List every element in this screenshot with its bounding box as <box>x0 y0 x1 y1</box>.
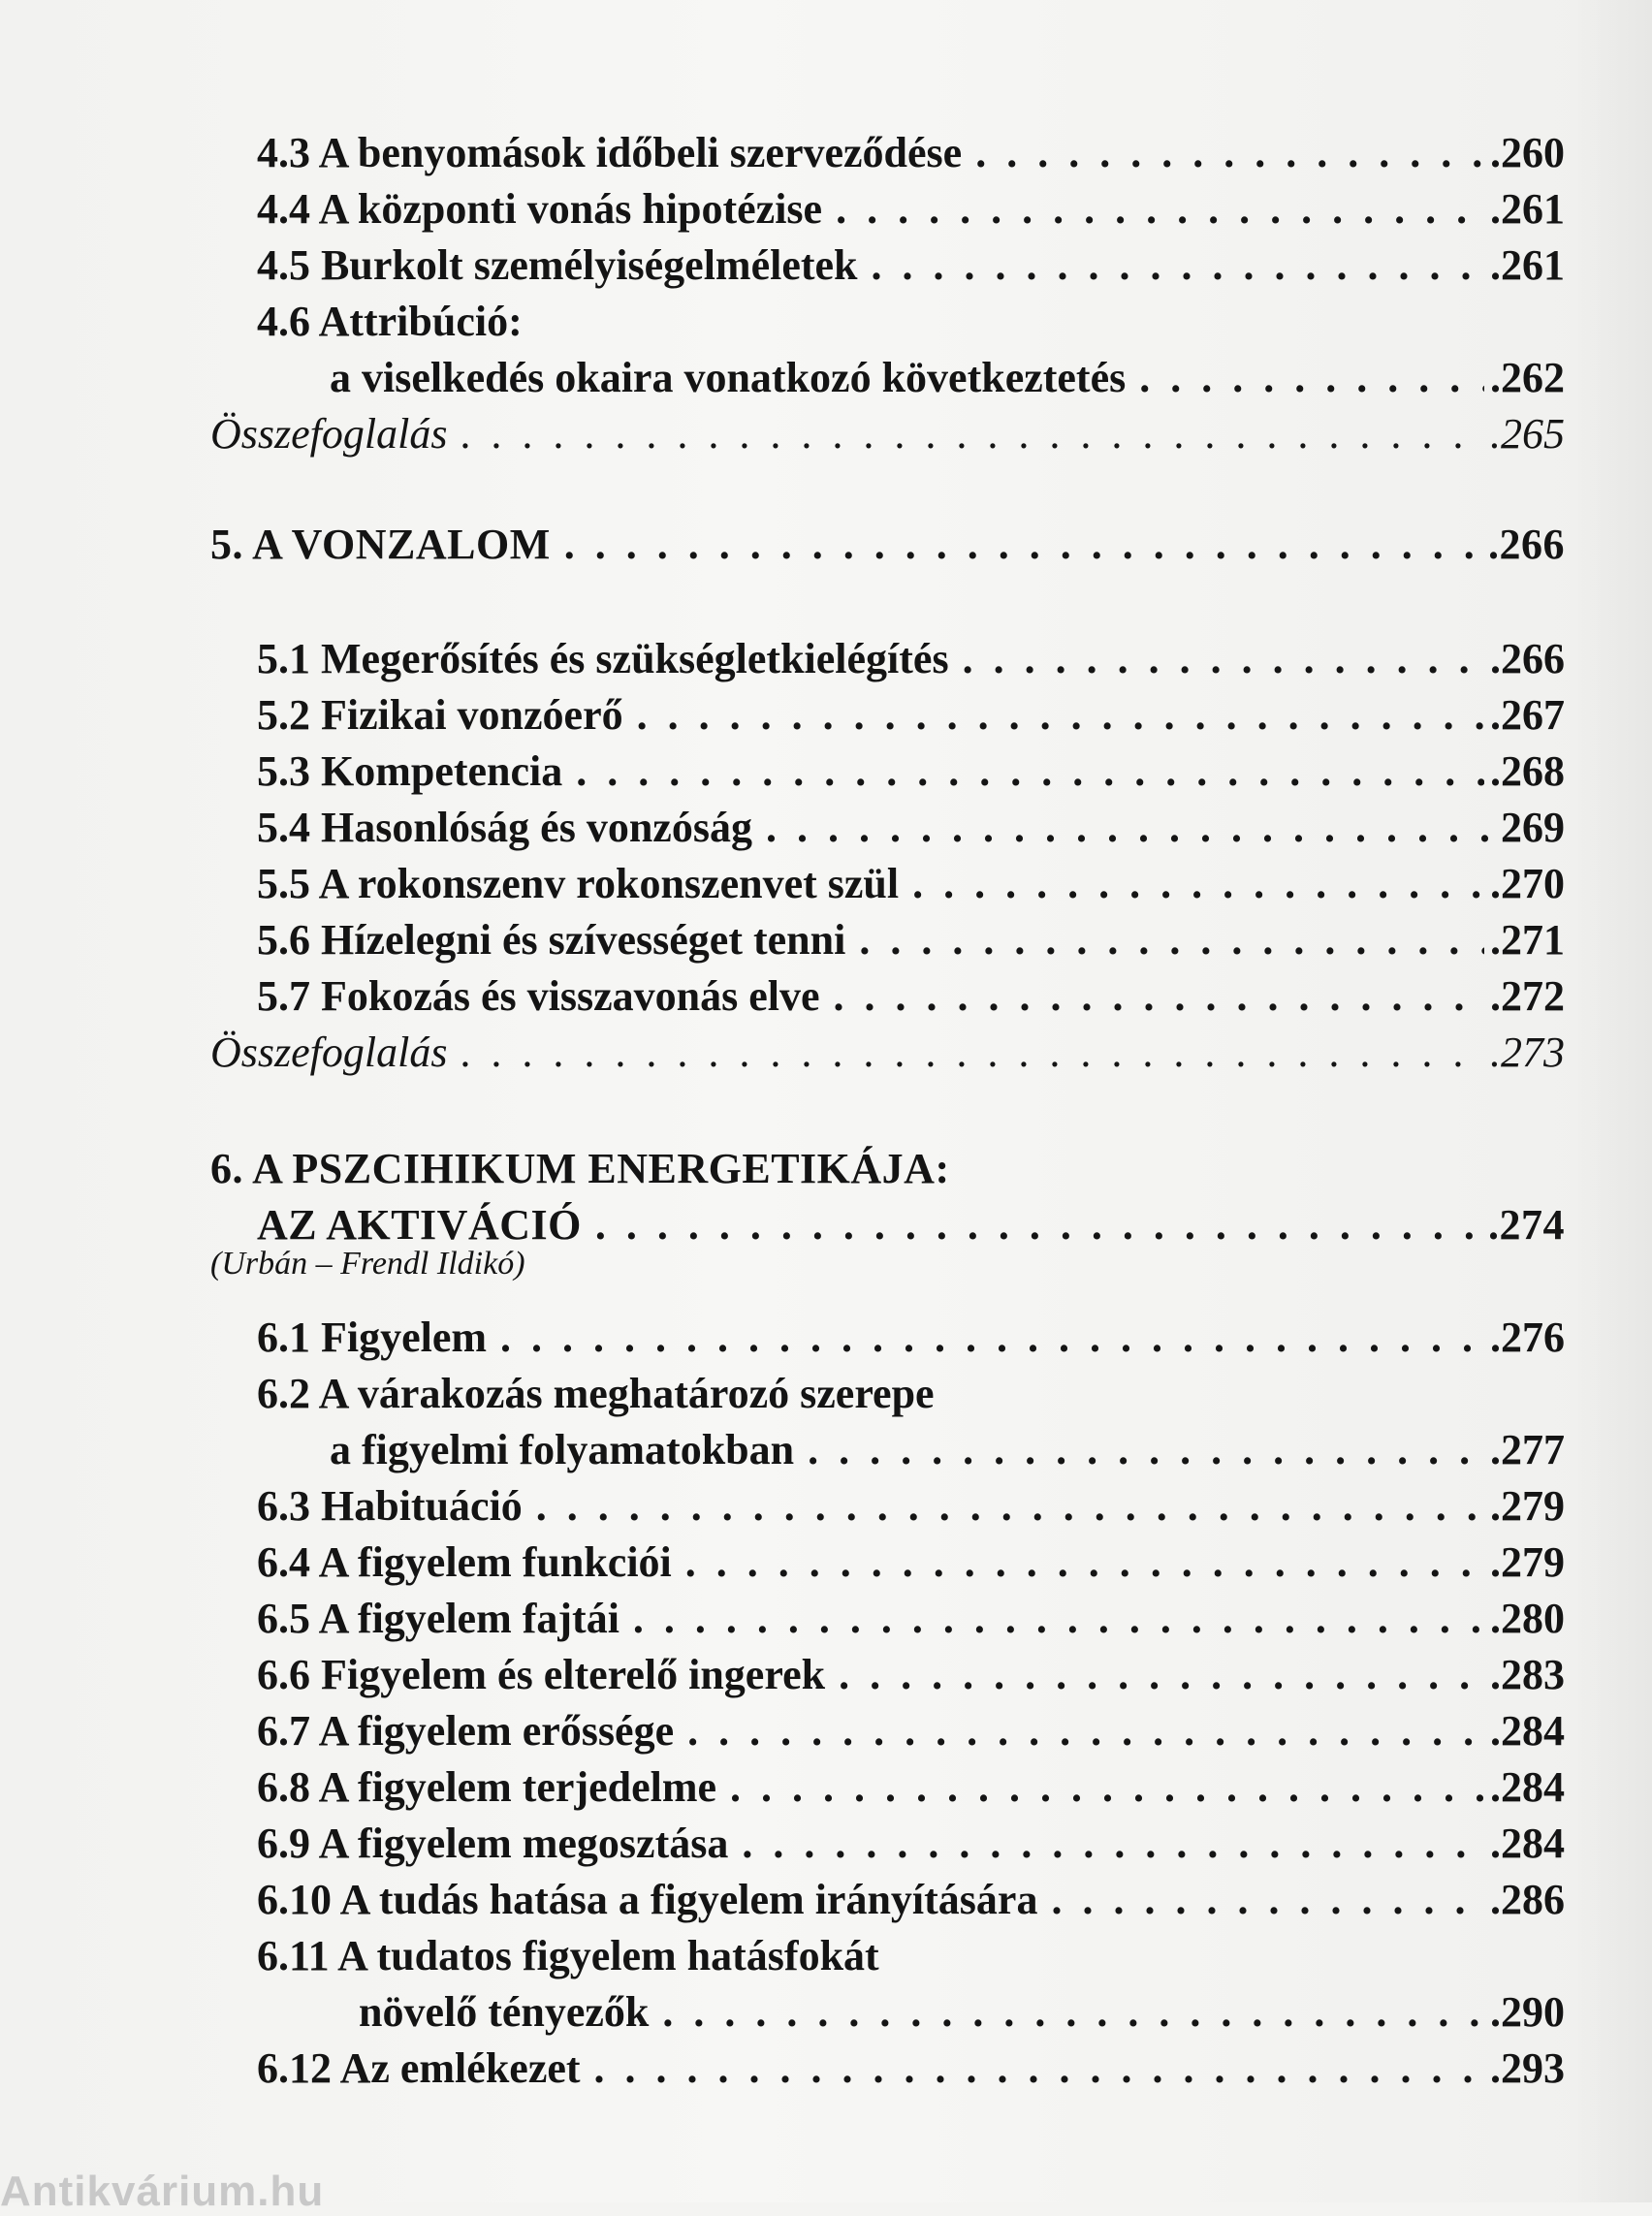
toc-entry-title: 4.6 Attribúció: <box>257 298 523 345</box>
dot-leader <box>633 1590 1484 1648</box>
toc-entry-title: 5.3 Kompetencia <box>257 747 563 795</box>
toc-entry-page: .277 <box>1490 1426 1565 1473</box>
dot-leader <box>766 799 1495 857</box>
toc-entry-page: .266 <box>1488 521 1565 568</box>
toc-entry-page: .261 <box>1490 241 1565 289</box>
dot-leader <box>1051 1871 1484 1929</box>
dot-leader <box>808 1421 1484 1479</box>
toc-entry-page: .261 <box>1490 185 1565 233</box>
page-edge-shadow <box>1565 0 1652 2202</box>
dot-leader <box>742 1815 1484 1873</box>
toc-entry-page: .286 <box>1490 1876 1565 1923</box>
toc-entry-4-6-heading <box>257 293 1565 351</box>
toc-entry-title: 6.4 A figyelem funkciói <box>257 1538 672 1586</box>
toc-entry-page: .270 <box>1490 860 1565 907</box>
toc-entry-5-5 <box>257 855 1565 913</box>
toc-entry-title: 5.2 Fizikai vonzóerő <box>257 691 623 739</box>
toc-entry-page: .267 <box>1490 691 1565 739</box>
toc-entry-title: AZ AKTIVÁCIÓ <box>257 1201 582 1249</box>
toc-entry-4-3 <box>257 124 1565 182</box>
dot-leader <box>564 516 1482 574</box>
dot-leader <box>834 967 1484 1026</box>
dot-leader <box>963 630 1484 688</box>
toc-chapter-6-heading <box>210 1140 1565 1198</box>
toc-entry-title: 6.5 A figyelem fajtái <box>257 1595 620 1642</box>
dot-leader <box>594 2040 1484 2098</box>
toc-entry-title: 5.7 Fokozás és visszavonás elve <box>257 972 820 1020</box>
toc-entry-6-11-heading <box>257 1927 1565 1985</box>
toc-entry-page: .273 <box>1490 1029 1565 1076</box>
toc-entry-4-5 <box>257 237 1565 295</box>
toc-entry-4-4 <box>257 180 1565 238</box>
toc-entry-page: .276 <box>1490 1314 1565 1361</box>
toc-entry-page: .265 <box>1490 410 1565 458</box>
toc-entry-title: 6.9 A figyelem megosztása <box>257 1820 729 1867</box>
toc-entry-title: 6.6 Figyelem és elterelő ingerek <box>257 1651 826 1698</box>
toc-entry-5-7 <box>257 967 1565 1026</box>
toc-entry-title: 5.4 Hasonlóság és vonzóság <box>257 804 752 851</box>
toc-entry-title: a figyelmi folyamatokban <box>330 1426 795 1473</box>
dot-leader <box>662 1983 1484 2042</box>
toc-entry-page: .280 <box>1490 1595 1565 1642</box>
toc-entry-4-6 <box>330 349 1565 407</box>
toc-entry-title: Összefoglalás <box>210 410 448 458</box>
toc-entry-6-12 <box>257 2040 1565 2098</box>
toc-entry-5-1 <box>257 630 1565 688</box>
toc-entry-page: .266 <box>1490 635 1565 682</box>
toc-entry-title: 6.1 Figyelem <box>257 1314 488 1361</box>
dot-leader <box>461 1024 1484 1082</box>
toc-entry-title: 6.3 Habituáció <box>257 1482 523 1530</box>
toc-entry-6-2-heading <box>257 1365 1565 1423</box>
toc-entry-page: .290 <box>1490 1988 1565 2036</box>
toc-summary-5 <box>210 1024 1565 1082</box>
dot-leader <box>912 855 1484 913</box>
toc-entry-title: 4.3 A benyomások időbeli szerveződése <box>257 129 963 176</box>
toc-entry-title: 5. A VONZALOM <box>210 521 551 568</box>
toc-entry-title: 6.11 A tudatos figyelem hatásfokát <box>257 1932 879 1979</box>
toc-entry-page: .272 <box>1490 972 1565 1020</box>
toc-entry-page: .284 <box>1490 1763 1565 1811</box>
toc-chapter-5 <box>210 516 1565 574</box>
toc-entry-title: 4.4 A központi vonás hipotézise <box>257 185 823 233</box>
toc-entry-5-2 <box>257 686 1565 744</box>
dot-leader <box>500 1309 1484 1367</box>
toc-entry-page: .283 <box>1490 1651 1565 1698</box>
toc-entry-page: .260 <box>1490 129 1565 176</box>
watermark: Antikvárium.hu <box>0 2168 325 2215</box>
toc-entry-title: 4.5 Burkolt személyiségelméletek <box>257 241 858 289</box>
dot-leader <box>536 1477 1484 1535</box>
dot-leader <box>595 1196 1482 1254</box>
dot-leader <box>839 1646 1484 1704</box>
toc-entry-title: 6.2 A várakozás meghatározó szerepe <box>257 1370 935 1417</box>
toc-entry-page: .262 <box>1490 354 1565 401</box>
toc-entry-6-9 <box>257 1815 1565 1873</box>
toc-entry-6-3 <box>257 1477 1565 1535</box>
toc-entry-title: 6. A PSZCIHIKUM ENERGETIKÁJA: <box>210 1145 950 1192</box>
dot-leader <box>836 180 1484 238</box>
dot-leader <box>730 1758 1484 1817</box>
chapter-author: (Urbán – Frendl Ildikó) <box>210 1246 525 1282</box>
toc-entry-page: .268 <box>1490 747 1565 795</box>
toc-entry-page: .271 <box>1490 916 1565 964</box>
toc-entry-5-4 <box>257 799 1565 857</box>
toc-entry-title: 5.6 Hízelegni és szívességet tenni <box>257 916 846 964</box>
toc-entry-title: növelő tényezők <box>359 1988 650 2036</box>
dot-leader <box>859 911 1484 969</box>
dot-leader <box>975 124 1484 182</box>
toc-entry-6-11 <box>359 1983 1565 2042</box>
toc-entry-page: .293 <box>1490 2044 1565 2092</box>
toc-entry-page: .279 <box>1490 1482 1565 1530</box>
toc-entry-title: 6.10 A tudás hatása a figyelem irányítására <box>257 1876 1038 1923</box>
toc-entry-6-8 <box>257 1758 1565 1817</box>
dot-leader <box>1139 349 1484 407</box>
toc-entry-title: 5.5 A rokonszenv rokonszenvet szül <box>257 860 900 907</box>
toc-entry-page: .274 <box>1488 1201 1565 1249</box>
toc-entry-title: 6.7 A figyelem erőssége <box>257 1707 675 1755</box>
toc-entry-6-1 <box>257 1309 1565 1367</box>
toc-entry-title: a viselkedés okaira vonatkozó következtetés <box>330 354 1127 401</box>
dot-leader <box>687 1702 1484 1760</box>
dot-leader <box>461 405 1484 463</box>
toc-entry-6-5 <box>257 1590 1565 1648</box>
toc-entry-5-3 <box>257 743 1565 801</box>
toc-entry-page: .279 <box>1490 1538 1565 1586</box>
toc-entry-6-6 <box>257 1646 1565 1704</box>
toc-entry-5-6 <box>257 911 1565 969</box>
toc-entry-title: 5.1 Megerősítés és szükségletkielégítés <box>257 635 949 682</box>
dot-leader <box>576 743 1484 801</box>
toc-entry-title: Összefoglalás <box>210 1029 448 1076</box>
toc-entry-page: .284 <box>1490 1707 1565 1755</box>
toc-entry-6-10 <box>257 1871 1565 1929</box>
toc-entry-title: 6.8 A figyelem terjedelme <box>257 1763 717 1811</box>
toc-entry-page: 269 <box>1501 804 1565 851</box>
dot-leader <box>637 686 1484 744</box>
toc-entry-6-4 <box>257 1534 1565 1592</box>
dot-leader <box>872 237 1484 295</box>
toc-entry-6-7 <box>257 1702 1565 1760</box>
toc-entry-title: 6.12 Az emlékezet <box>257 2044 581 2092</box>
toc-summary-4 <box>210 405 1565 463</box>
toc-entry-6-2 <box>330 1421 1565 1479</box>
toc-entry-page: .284 <box>1490 1820 1565 1867</box>
dot-leader <box>685 1534 1484 1592</box>
